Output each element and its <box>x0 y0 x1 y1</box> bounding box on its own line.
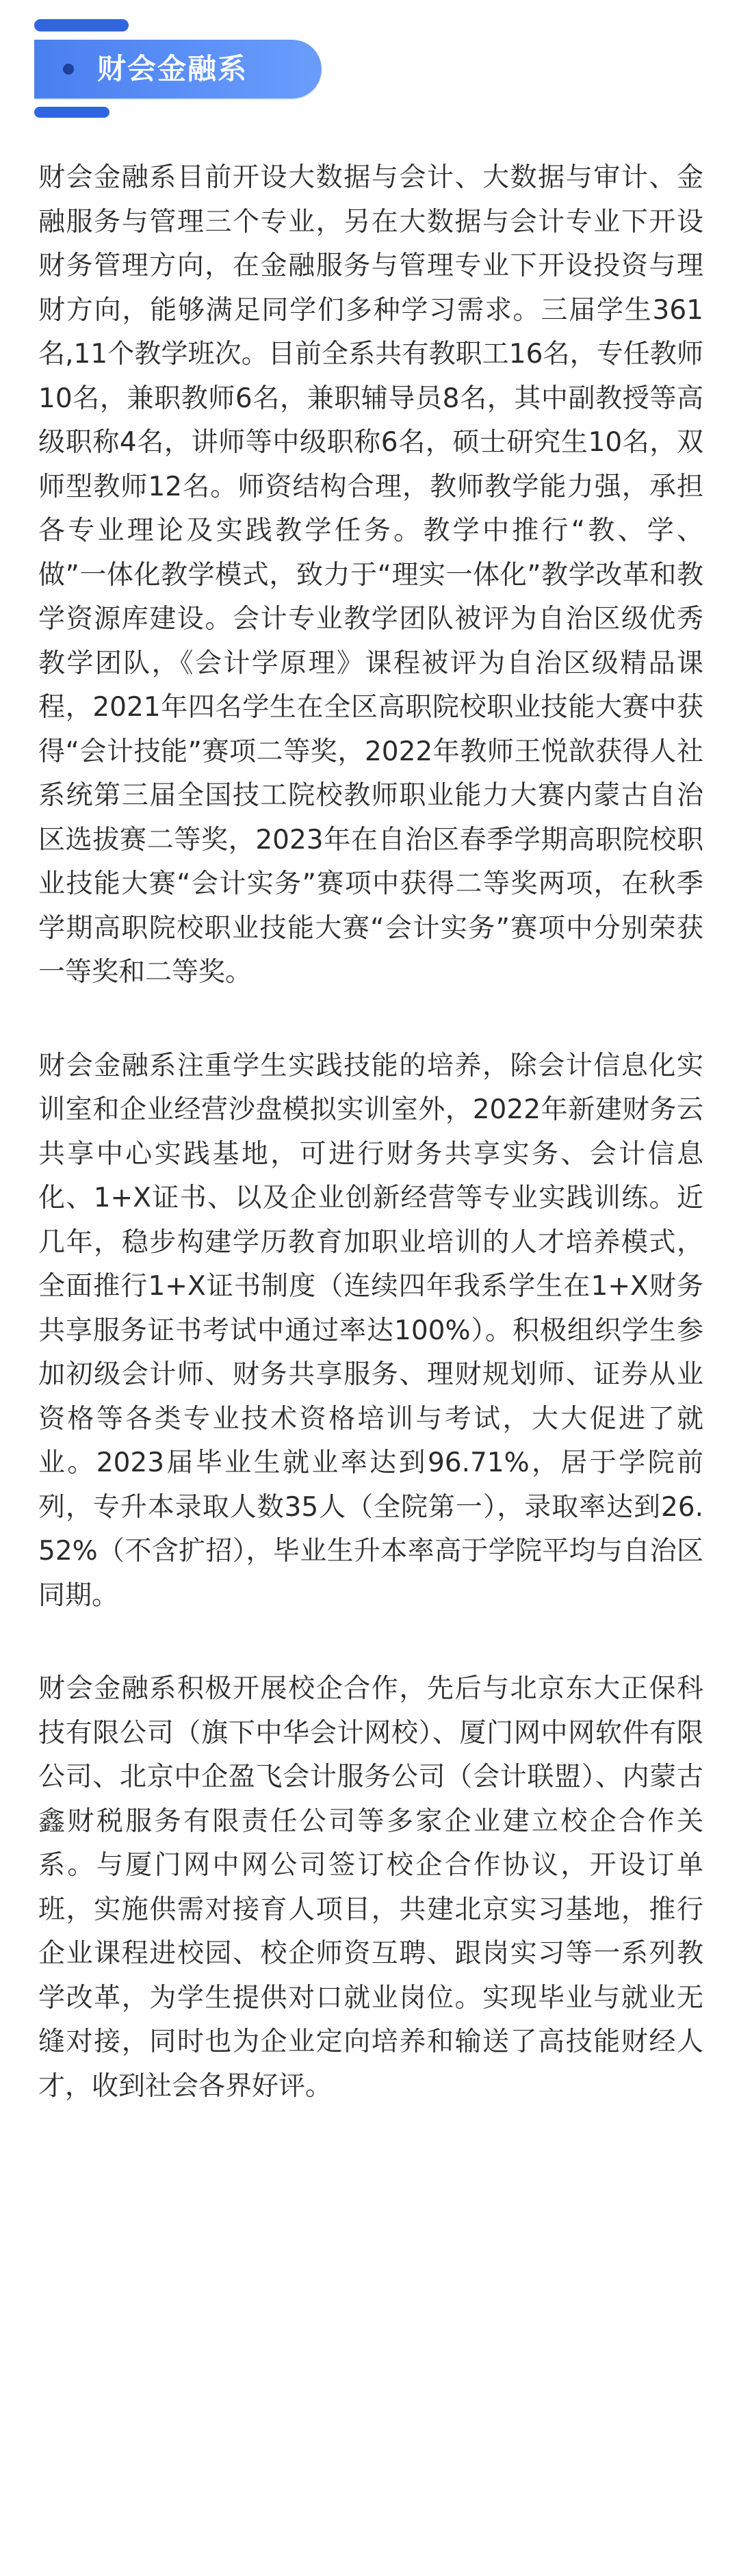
paragraph-practice: 财会金融系注重学生实践技能的培养，除会计信息化实训室和企业经营沙盘模拟实训室外，2022年新建财务云共享中心实践基地，可进行财务共享实务、会计信息化、1+X证书、以及企业创新经营等专业实践训练。近几年，稳步构建学历教育加职业培训的人才培养模式，全面推行1+X证书制度（连续四年我系学生在1+X财务共享服务证书考试中通过率达100%）。积极组织学生参加初级会计师、财务共享服务、理财规划师、证券从业资格等各类专业技术资格培训与考试，大大促进了就业。2023届毕业生就业率达到96.71%，居于学院前列，专升本录取人数35人（全院第一），录取率达到26.52%（不含扩招），毕业生升本率高于学院平均与自治区同期。 <box>38 1050 703 1611</box>
paragraph-cooperation: 财会金融系积极开展校企合作，先后与北京东大正保科技有限公司（旗下中华会计网校）、厦门网中网软件有限公司、北京中企盈飞会计服务公司（会计联盟）、内蒙古鑫财税服务有限责任公司等多家企业建立校企合作关系。与厦门网中网公司签订校企合作协议，开设订单班，实施供需对接育人项目，共建北京实习基地，推行企业课程进校园、校企师资互聘、跟岗实习等一系列教学改革，为学生提供对口就业岗位。实现毕业与就业无缝对接，同时也为企业定向培养和输送了高技能财经人才，收到社会各界好评。 <box>38 1673 703 2102</box>
header-decor-bar-bottom <box>34 107 109 118</box>
section-title-pill <box>34 40 322 99</box>
section-title: 财会金融系 <box>97 52 248 86</box>
bullet-dot-icon <box>63 64 74 75</box>
header-decor-bar-top <box>34 19 129 31</box>
article-body <box>38 156 703 2158</box>
section-header <box>34 19 328 120</box>
paragraph-overview: 财会金融系目前开设大数据与会计、大数据与审计、金融服务与管理三个专业，另在大数据与会计专业下开设财务管理方向，在金融服务与管理专业下开设投资与理财方向，能够满足同学们多种学习需求。三届学生361名,11个教学班次。目前全系共有教职工16名，专任教师10名，兼职教师6名，兼职辅导员8名，其中副教授等高级职称4名，讲师等中级职称6名，硕士研究生10名，双师型教师12名。师资结构合理，教师教学能力强，承担各专业理论及实践教学任务。教学中推行“教、学、做”一体化教学模式，致力于“理实一体化”教学改革和教学资源库建设。会计专业教学团队被评为自治区级优秀教学团队，《会计学原理》课程被评为自治区级精品课程，2021年四名学生在全区高职院校职业技能大赛中获得“会计技能”赛项二等奖，2022年教师王悦歆获得人社系统第三届全国技工院校教师职业能力大赛内蒙古自治区选拔赛二等奖，2023年在自治区春季学期高职院校职业技能大赛“会计实务”赛项中获得二等奖两项，在秋季学期高职院校职业技能大赛“会计实务”赛项中分别荣获一等奖和二等奖。 <box>38 162 703 988</box>
